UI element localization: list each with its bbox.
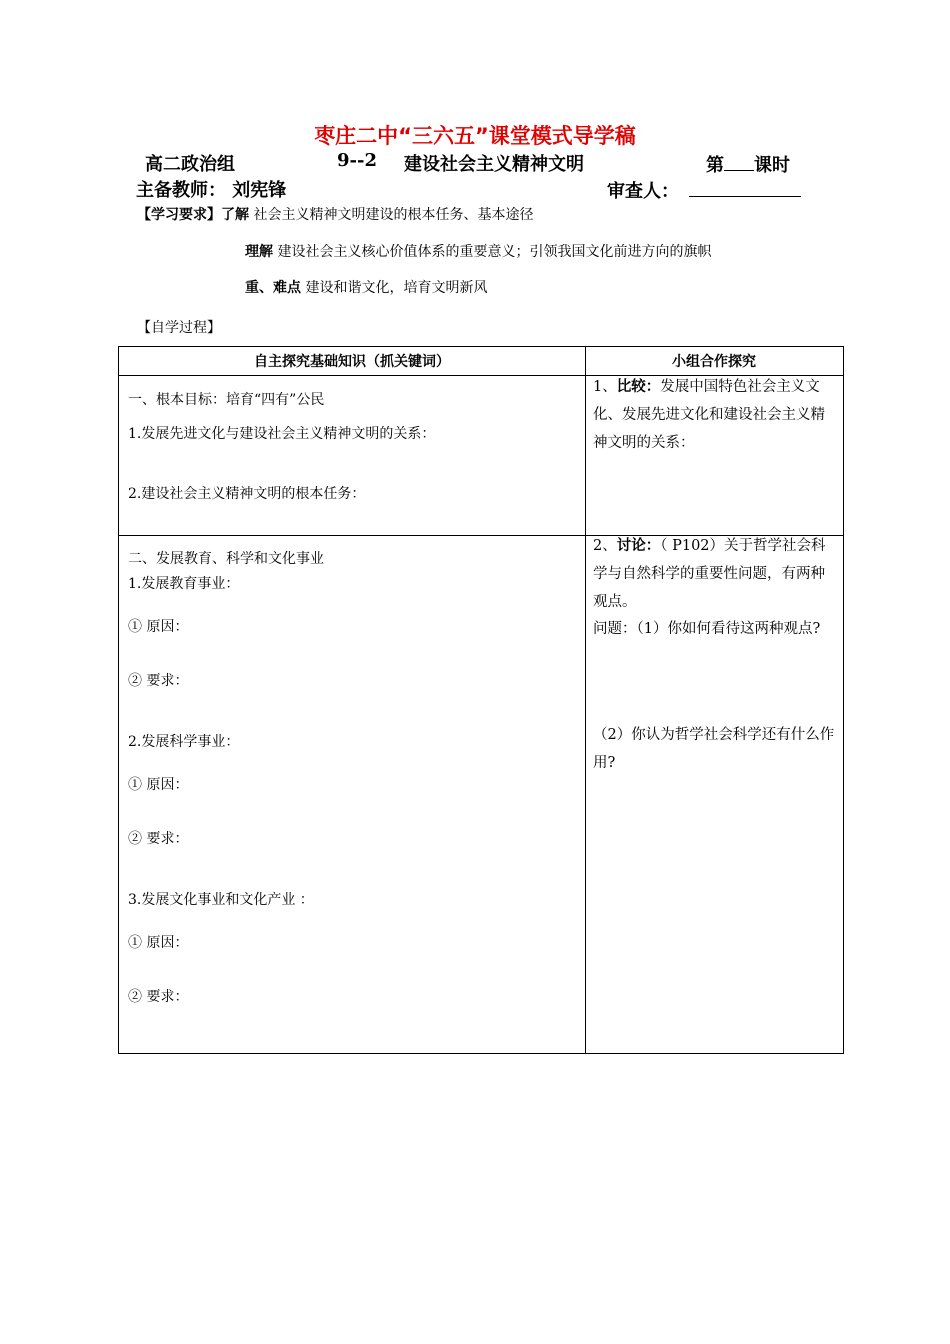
culture-item: 3.发展文化事业和文化产业 ： (128, 892, 314, 908)
understand-label: 了解 (221, 207, 249, 223)
key-text: 建设和谐文化，培育文明新风 (305, 280, 488, 296)
group-task-1 (593, 373, 839, 457)
comprehend-label: 理解 (245, 244, 273, 260)
row-divider-left (119, 535, 585, 536)
period-blank (724, 150, 754, 171)
requirement-key-points (245, 277, 487, 297)
education-requirement: ② 要求： (128, 673, 189, 689)
comprehend-text: 建设社会主义核心价值体系的重要意义；引领我国文化前进方向的旗帜 (277, 244, 712, 260)
group2-num: 2、 (593, 538, 617, 554)
study-table (118, 346, 844, 1054)
col1-header: 自主探究基础知识（抓关键词） (254, 354, 450, 370)
group2-text: （ P102）关于哲学社会科学与自然科学的重要性问题，有两种观点。 (593, 538, 826, 610)
group-name: 高二政治组 (145, 154, 235, 175)
section2-heading: 二、发展教育、科学和文化事业 (128, 551, 324, 567)
reviewer-label: 审查人： (607, 181, 679, 202)
key-label: 重、难点 (245, 280, 301, 296)
education-item: 1.发展教育事业： (128, 576, 240, 592)
section1-heading: 一、根本目标：培育“四有”公民 (128, 392, 325, 408)
group1-label: 比较： (616, 379, 661, 395)
period-suffix: 课时 (754, 155, 790, 176)
requirements-label: 【学习要求】 (137, 207, 221, 223)
science-item: 2.发展科学事业： (128, 734, 240, 750)
teacher-label: 主备教师： (136, 180, 226, 201)
culture-reason: ① 原因： (128, 935, 189, 951)
culture-requirement: ② 要求： (128, 989, 189, 1005)
document-title: 枣庄二中“三六五”课堂模式导学稿 (314, 124, 636, 148)
requirement-comprehend (245, 241, 711, 261)
requirement-understand (137, 204, 533, 224)
group2-question2: （2）你认为哲学社会科学还有什么作用? (593, 727, 835, 771)
reviewer-field (607, 176, 801, 203)
teacher-name: 刘宪锋 (232, 180, 287, 201)
lesson-title: 建设社会主义精神文明 (404, 154, 584, 175)
reviewer-blank (689, 176, 801, 197)
section1-item2: 2.建设社会主义精神文明的根本任务： (128, 486, 366, 502)
group2-question1: 问题：（1）你如何看待这两种观点? (593, 621, 821, 637)
period-prefix: 第 (706, 155, 724, 176)
period-field (706, 150, 790, 177)
self-study-label: 【自学过程】 (137, 320, 221, 336)
section1-item1: 1.发展先进文化与建设社会主义精神文明的关系： (128, 426, 436, 442)
group1-num: 1、 (593, 379, 617, 395)
group1-text: 发展中国特色社会主义文化、发展先进文化和建设社会主义精神文明的关系： (593, 379, 825, 451)
col2-header: 小组合作探究 (672, 354, 756, 370)
group-task-2 (593, 532, 839, 616)
lesson-code: 9--2 (337, 150, 377, 171)
science-requirement: ② 要求： (128, 831, 189, 847)
understand-text: 社会主义精神文明建设的根本任务、基本途径 (253, 207, 534, 223)
group2-label: 讨论： (616, 538, 661, 554)
teacher-field (136, 176, 286, 202)
education-reason: ① 原因： (128, 619, 189, 635)
column-divider (585, 347, 586, 1053)
science-reason: ① 原因： (128, 777, 189, 793)
